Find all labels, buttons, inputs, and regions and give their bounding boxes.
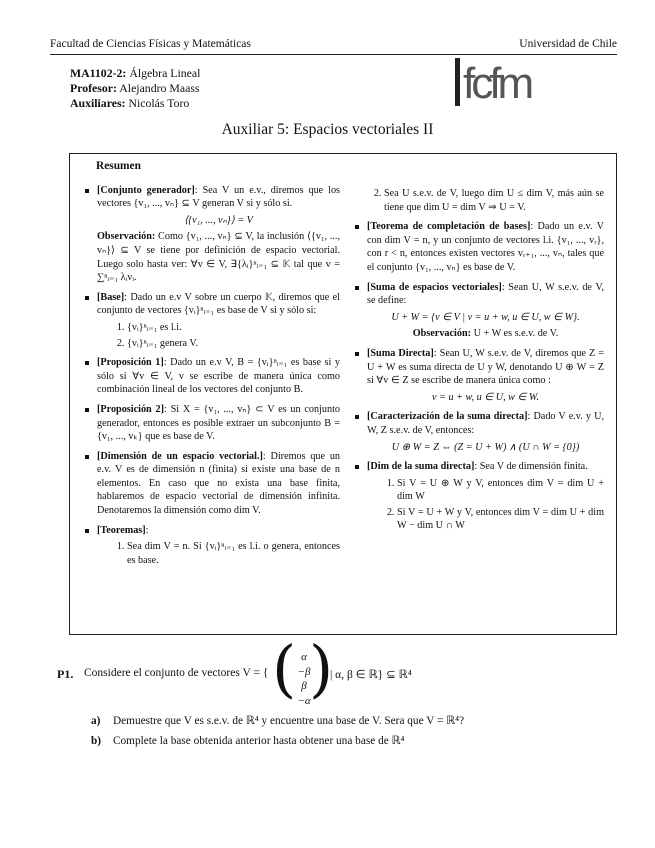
summary-item-prop1: [Proposición 1]: Dado un e.v V, B = {vᵢ}ⁿᵢ₌₁ es base si y sólo si ∀v ∈ V, v se escribe de manera única como combinación lineal de los vectores del conjunto B. (84, 356, 340, 397)
svg-text:fcfm: fcfm (463, 59, 531, 106)
vector-entry-1: α (301, 651, 307, 663)
professor-name: Alejandro Maass (119, 81, 200, 95)
base-condition-1: 1. {vᵢ}ⁿᵢ₌₁ es l.i. (127, 321, 340, 335)
fcfm-logo (455, 58, 555, 106)
summary-heading: Resumen (96, 160, 141, 172)
course-code-line: MA1102-2: Álgebra Lineal (70, 66, 201, 80)
base-condition-2: 2. {vᵢ}ⁿᵢ₌₁ genera V. (127, 337, 340, 351)
header-faculty: Facultad de Ciencias Físicas y Matemáticas (50, 38, 251, 50)
course-professor-line: Profesor: Alejandro Maass (70, 81, 200, 95)
right-paren: ) (309, 632, 334, 705)
document-title: Auxiliar 5: Espacios vectoriales II (221, 121, 434, 138)
direct-sum-equation: v = u + w, u ∈ U, w ∈ W. (431, 391, 540, 403)
summary-item-dimension: [Dimensión de un espacio vectorial.]: Diremos que un e.v. V es de dimensión n (finita) si existe una base de n elementos. En caso que no exista una base finita, hablaremos de espacio vectorial de dimensión infinita. Denotaremos la dimensión como dim V. (84, 450, 340, 518)
generator-equation: ⟨{v₁, ..., vₙ}⟩ = V (184, 214, 253, 226)
question-a: a) Demuestre que V es s.e.v. de ℝ⁴ y encuentre una base de V. Sera que V = ℝ⁴? (91, 715, 465, 727)
problem-intro: Considere el conjunto de vectores V = { (84, 667, 269, 679)
summary-item-base: [Base]: Dado un e.v V sobre un cuerpo 𝕂, diremos que el conjunto de vectores {vᵢ}ⁿᵢ₌₁ es base de V si y sólo si: 1. {vᵢ}ⁿᵢ₌₁ es l.i. 2. {vᵢ}ⁿᵢ₌₁ genera V. (84, 291, 340, 350)
vector-entry-3: β (301, 680, 307, 692)
summary-item-characterization: [Caracterización de la suma directa]: Dado V e.v. y U, W, Z s.e.v. de V, entonces: U ⊕ W = Z ⇔ (Z = U + W) ∧ (U ∩ W = {0}) (354, 410, 604, 454)
question-b: b) Complete la base obtenida anterior hasta obtener una base de ℝ⁴ (91, 735, 405, 747)
summary-item-dim-direct-sum: [Dim de la suma directa]: Sea V de dimensión finita. 1. Si V = U ⊕ W y V, entonces dim V = dim U + dim W 2. Si V = U + W y V, entonces dim V = dim U + dim W − dim U ∩ W (354, 460, 604, 533)
course-assistant-line: Auxiliares: Nicolás Toro (70, 96, 190, 110)
summary-item-prop2: [Proposición 2]: Si X = {v₁, ..., vₙ} ⊂ V es un conjunto generador, entonces es posible extraer un subconjunto B = {v₁, ..., vₖ} que es base de V. (84, 403, 340, 444)
course-info (70, 66, 200, 111)
summary-left-column (84, 160, 340, 573)
dim-sum-item-2: 2. Si V = U + W y V, entonces dim V = dim U + dim W − dim U ∩ W (397, 506, 604, 533)
summary-item-generator: [Conjunto generador]: Sea V un e.v., diremos que los vectores {v₁, ..., vₙ} ⊆ V generan V si y sólo si. ⟨{v₁, ..., vₙ}⟩ = V Observación: Como {v₁, ..., vₙ} ⊆ V, la inclusión ⟨{v₁, ..., vₙ}⟩ ⊆ V se tiene por definición de espacio vectorial. Luego solo hasta ver: ∀v ∈ V, ∃{λᵢ}ⁿᵢ₌₁ ⊆ 𝕂 tal que v = ∑ⁿᵢ₌₁ λᵢvᵢ. (84, 184, 340, 285)
header-rule (50, 54, 617, 55)
sum-equation: U + W = {v ∈ V | v = u + w, u ∈ U, w ∈ W}. (391, 311, 580, 323)
course-name: Álgebra Lineal (129, 66, 201, 80)
summary-item-sum: [Suma de espacios vectoriales]: Sean U, W s.e.v. de V, se define: U + W = {v ∈ V | v = u + w, u ∈ U, w ∈ W}. Observación: U + W es s.e.v. de V. (354, 281, 604, 341)
summary-item-completion: [Teorema de completación de bases]: Dado un e.v. V con dim V = n, y un conjunto de vectores l.i. {v₁, ..., vᵣ}, con r < n, entonces existen vectores vᵣ₊₁, ..., vₙ, tales que el conjunto {v₁, ..., vₙ} es base de V. (354, 220, 604, 274)
problem-label: P1. (57, 667, 74, 681)
summary-right-column (354, 187, 604, 539)
assistant-name: Nicolás Toro (128, 96, 190, 110)
dim-sum-item-1: 1. Si V = U ⊕ W y V, entonces dim V = dim U + dim W (397, 477, 604, 504)
vector-entry-2: −β (297, 665, 311, 678)
vector-entry-4: −α (297, 694, 311, 707)
theorem-1: 1. Sea dim V = n. Si {vᵢ}ⁿᵢ₌₁ es l.i. o genera, entonces es base. (127, 540, 340, 567)
summary-item-direct-sum: [Suma Directa]: Sean U, W s.e.v. de V, diremos que Z = U + W es suma directa de U y W, denotando U ⊕ W = Z si ∀v ∈ Z se escribe de manera única como : v = u + w, u ∈ U, w ∈ W. (354, 347, 604, 404)
characterization-equation: U ⊕ W = Z ⇔ (Z = U + W) ∧ (U ∩ W = {0}) (391, 441, 580, 453)
problem-condition: | α, β ∈ ℝ} ⊆ ℝ⁴ (330, 669, 412, 681)
theorem-2: 2. Sea U s.e.v. de V, luego dim U ≤ dim V, más aún se tiene que dim U = dim V ⇒ U = V. (384, 187, 604, 214)
header-university: Universidad de Chile (519, 38, 617, 50)
summary-item-theorems: [Teoremas]: 1. Sea dim V = n. Si {vᵢ}ⁿᵢ₌₁ es l.i. o genera, entonces es base. (84, 524, 340, 568)
left-paren: ( (272, 632, 297, 705)
